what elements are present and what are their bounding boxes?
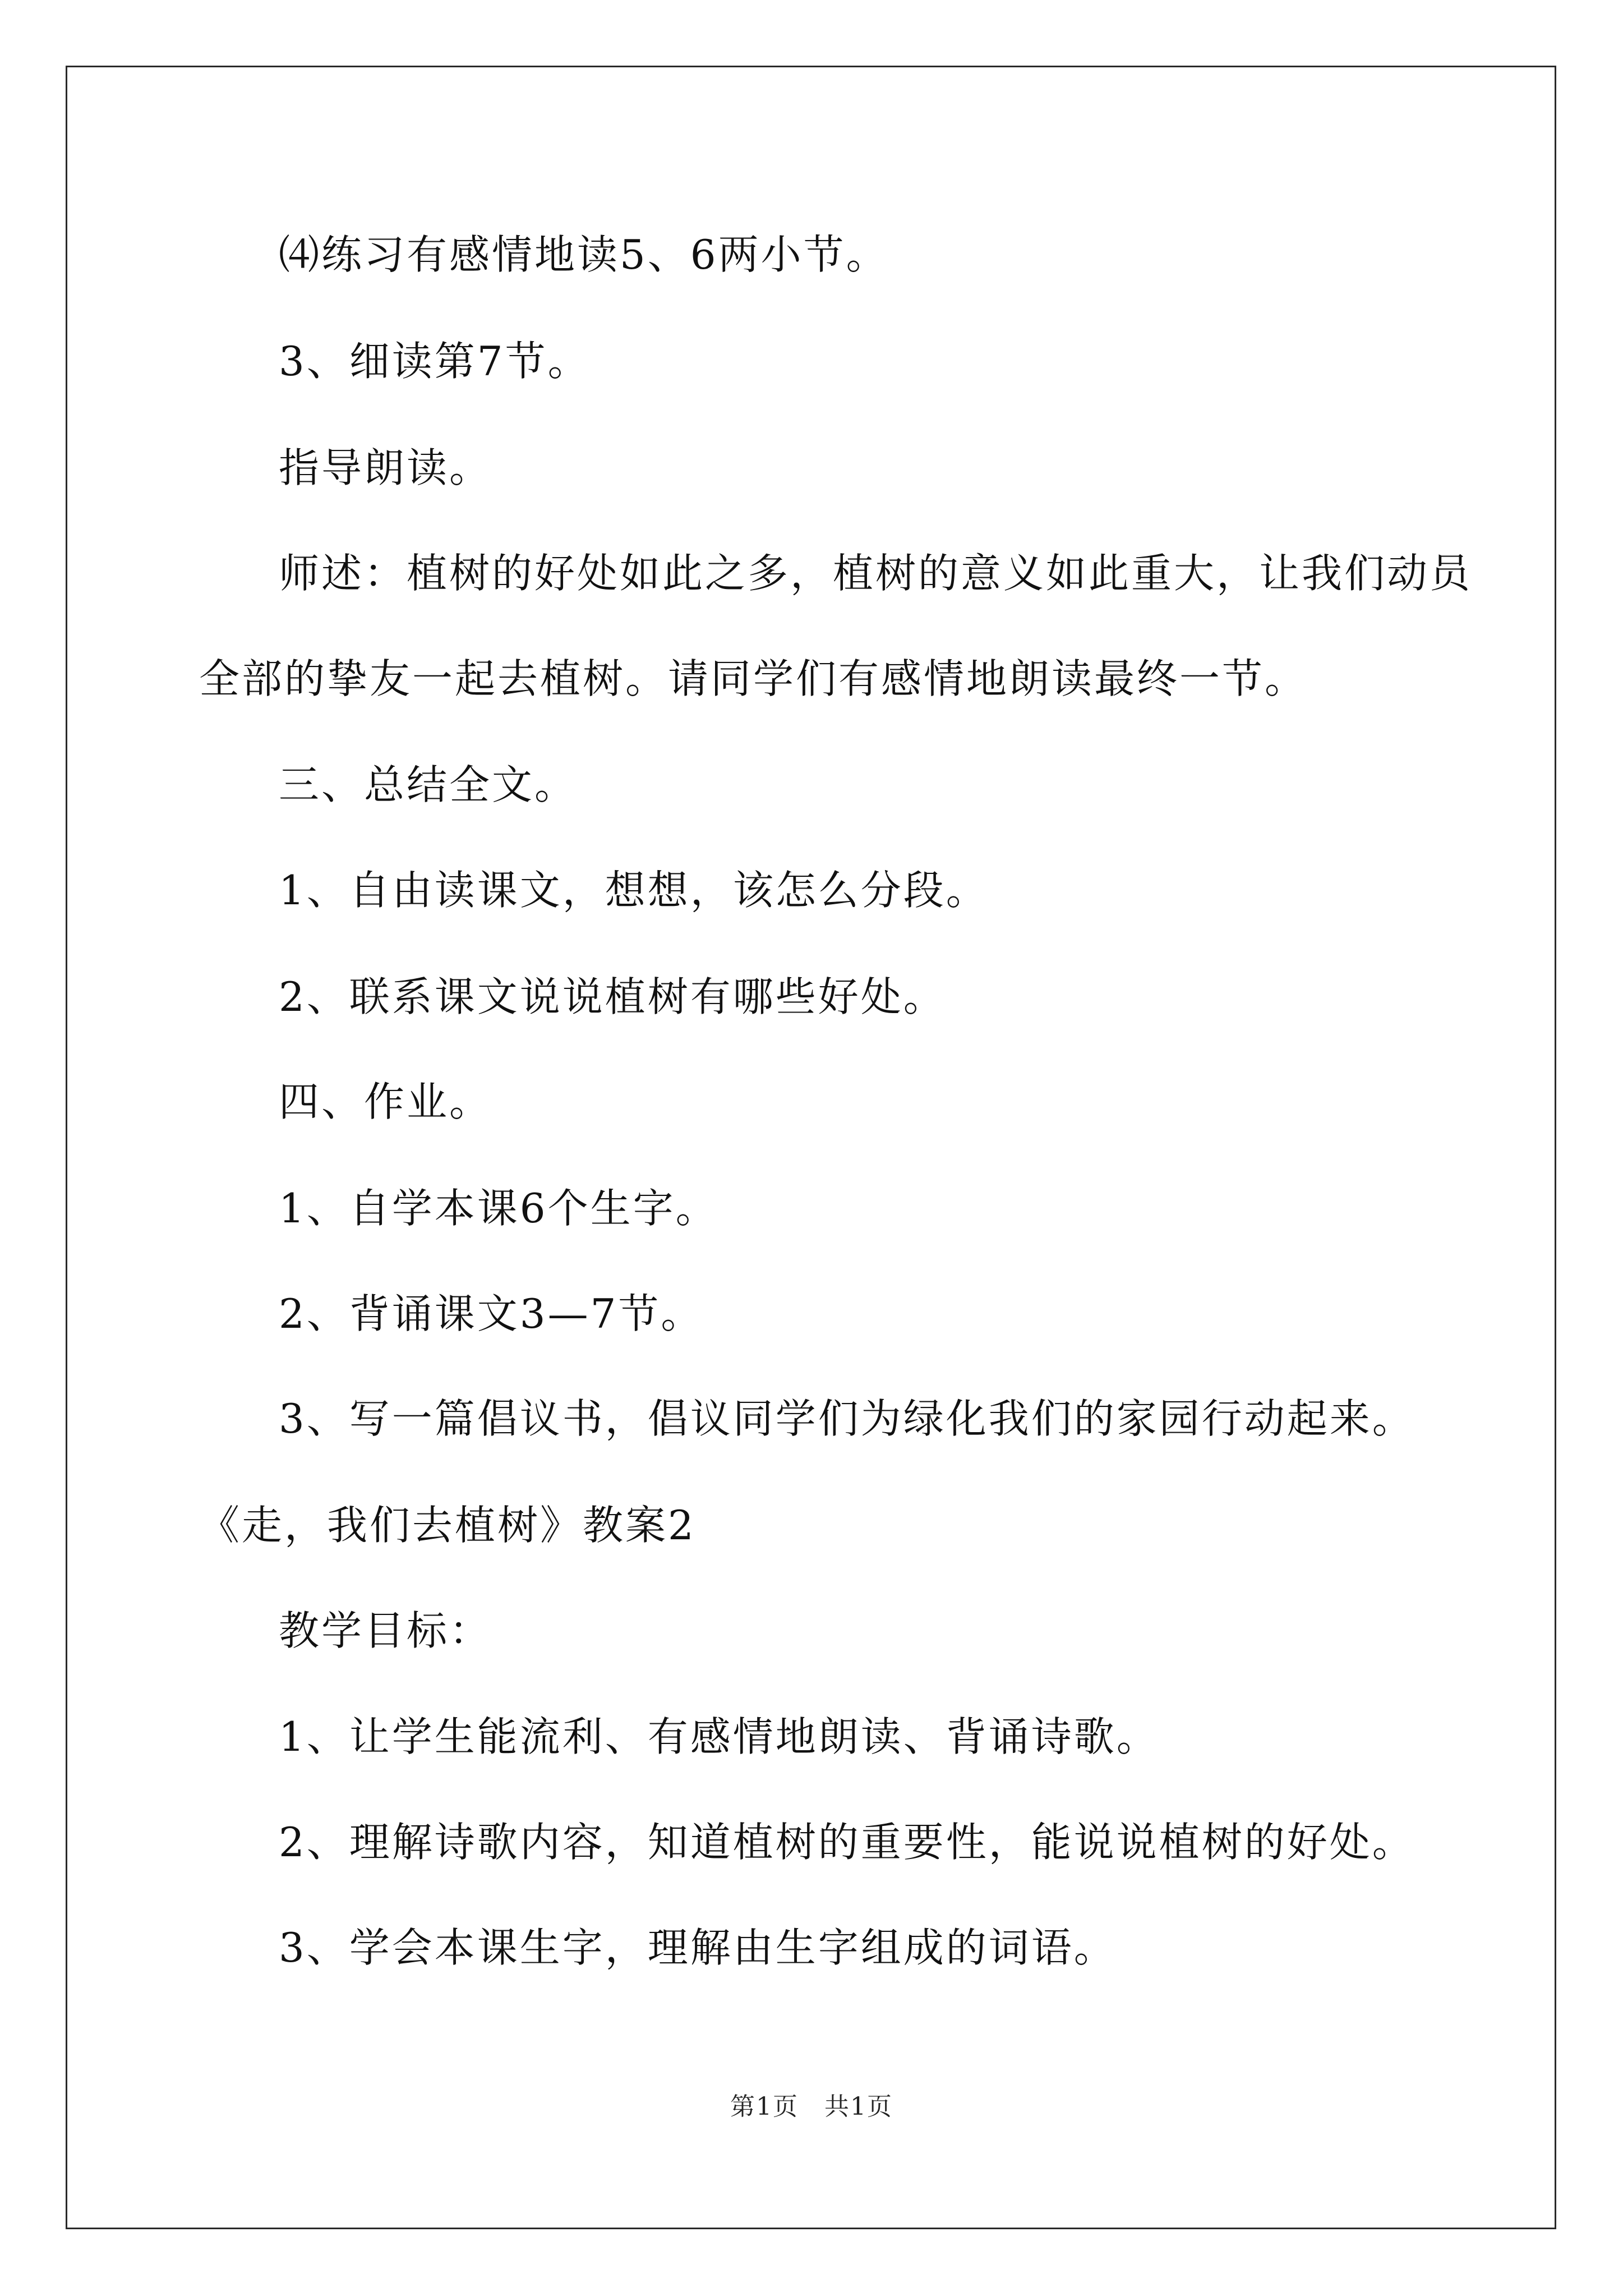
text-line-2: 3、细读第7节。	[279, 338, 591, 385]
text-line-14: 教学目标：	[279, 1607, 492, 1654]
text-line-7: 1、自由读课文，想想，该怎么分段。	[279, 867, 989, 914]
text-line-8: 2、联系课文说说植树有哪些好处。	[279, 973, 946, 1020]
page-footer: 第1页 共1页	[730, 2092, 893, 2121]
text-line-17: 3、学会本课生字，理解由生字组成的词语。	[279, 1924, 1117, 1971]
text-line-15: 1、让学生能流利、有感情地朗读、背诵诗歌。	[279, 1713, 1159, 1760]
page-border	[66, 66, 1556, 2229]
text-line-11: 2、背诵课文3—7节。	[279, 1290, 704, 1337]
text-line-16: 2、理解诗歌内容，知道植树的重要性，能说说植树的好处。	[279, 1819, 1415, 1866]
text-line-3: 指导朗读。	[279, 444, 492, 491]
text-line-10: 1、自学本课6个生字。	[279, 1185, 718, 1232]
text-line-5: 全部的挚友一起去植树。请同学们有感情地朗读最终一节。	[199, 655, 1308, 702]
text-line-4: 师述：植树的好处如此之多，植树的意义如此重大，让我们动员	[279, 550, 1473, 597]
text-line-1: ⑷练习有感情地读5、6两小节。	[279, 231, 889, 278]
text-line-6: 三、总结全文。	[279, 761, 578, 808]
text-line-9: 四、作业。	[279, 1078, 492, 1125]
text-line-12: 3、写一篇倡议书，倡议同学们为绿化我们的家园行动起来。	[279, 1395, 1415, 1442]
section-heading: 《走，我们去植树》教案2	[199, 1502, 696, 1549]
